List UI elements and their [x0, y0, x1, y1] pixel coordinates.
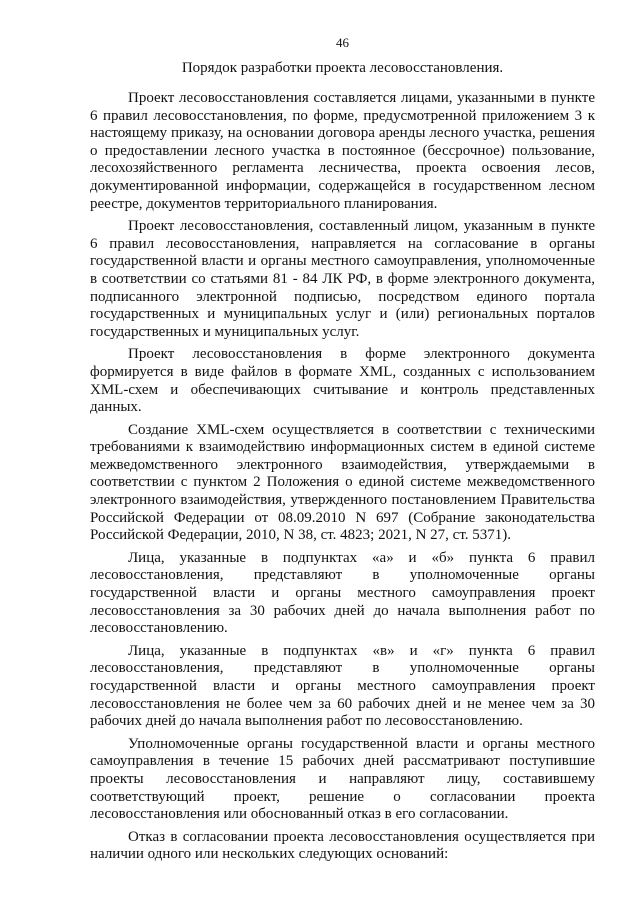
- section-title: Порядок разработки проекта лесовосстановления.: [181, 60, 504, 76]
- paragraph-approval-submission: Проект лесовосстановления, составленный лицом, указанным в пункте 6 правил лесовосстановления, направляется на согласование в органы государственной власти и органы местного самоуправления, уполномоченные в соответствии со статьями 81 - 84 ЛК РФ, в форме электронного документа, подписанного электронной подписью, посредством единого портала государственных и муниципальных услуг и (или) региональных порталов государственных и муниципальных услуг.: [90, 218, 595, 340]
- document-page: [90, 34, 595, 869]
- paragraph-deadline-a-b: Лица, указанные в подпунктах «а» и «б» пункта 6 правил лесовосстановления, представляют в уполномоченные органы государственной власти и органы местного самоуправления проект лесовосстановления за 30 рабочих дней до начала выполнения работ по лесовосстановлению.: [90, 549, 595, 637]
- paragraph-review-period: Уполномоченные органы государственной власти и органы местного самоуправления в течение 15 рабочих дней рассматривают поступившие проекты лесовосстановления и направляют лицу, составившему соответствующий проект, решение о согласовании проекта лесовосстановления или обоснованный отказ в его согласовании.: [90, 735, 595, 823]
- paragraph-xml-schemas: Создание XML-схем осуществляется в соответствии с техническими требованиями к взаимодействию информационных систем в единой системе межведомственного электронного взаимодействия, утверждаемыми в соответствии с пунктом 2 Положения о единой системе межведомственного электронного взаимодействия, утвержденного постановлением Правительства Российской Федерации от 08.09.2010 N 697 (Собрание законодательства Российской Федерации, 2010, N 38, ст. 4823; 2021, N 27, ст. 5371).: [90, 421, 595, 544]
- paragraph-refusal-grounds: Отказ в согласовании проекта лесовосстановления осуществляется при наличии одного или нескольких следующих оснований:: [90, 828, 595, 863]
- page-number: 46: [336, 35, 349, 50]
- paragraph-xml-format: Проект лесовосстановления в форме электронного документа формируется в виде файлов в формате XML, созданных с использованием XML-схем и обеспечивающих считывание и контроль представленных данных.: [90, 346, 595, 416]
- paragraph-project-composition: Проект лесовосстановления составляется лицами, указанными в пункте 6 правил лесовосстановления, по форме, предусмотренной приложением 3 к настоящему приказу, на основании договора аренды лесного участка, решения о предоставлении лесного участка в постоянное (бессрочное) пользование, лесохозяйственного регламента лесничества, проекта освоения лесов, документированной информации, содержащейся в государственном лесном реестре, документов территориального планирования.: [90, 90, 595, 212]
- paragraph-deadline-c-d: Лица, указанные в подпунктах «в» и «г» пункта 6 правил лесовосстановления, представляют в уполномоченные органы государственной власти и органы местного самоуправления проект лесовосстановления не более чем за 60 рабочих дней и не менее чем за 30 рабочих дней до начала выполнения работ по лесовосстановлению.: [90, 642, 595, 730]
